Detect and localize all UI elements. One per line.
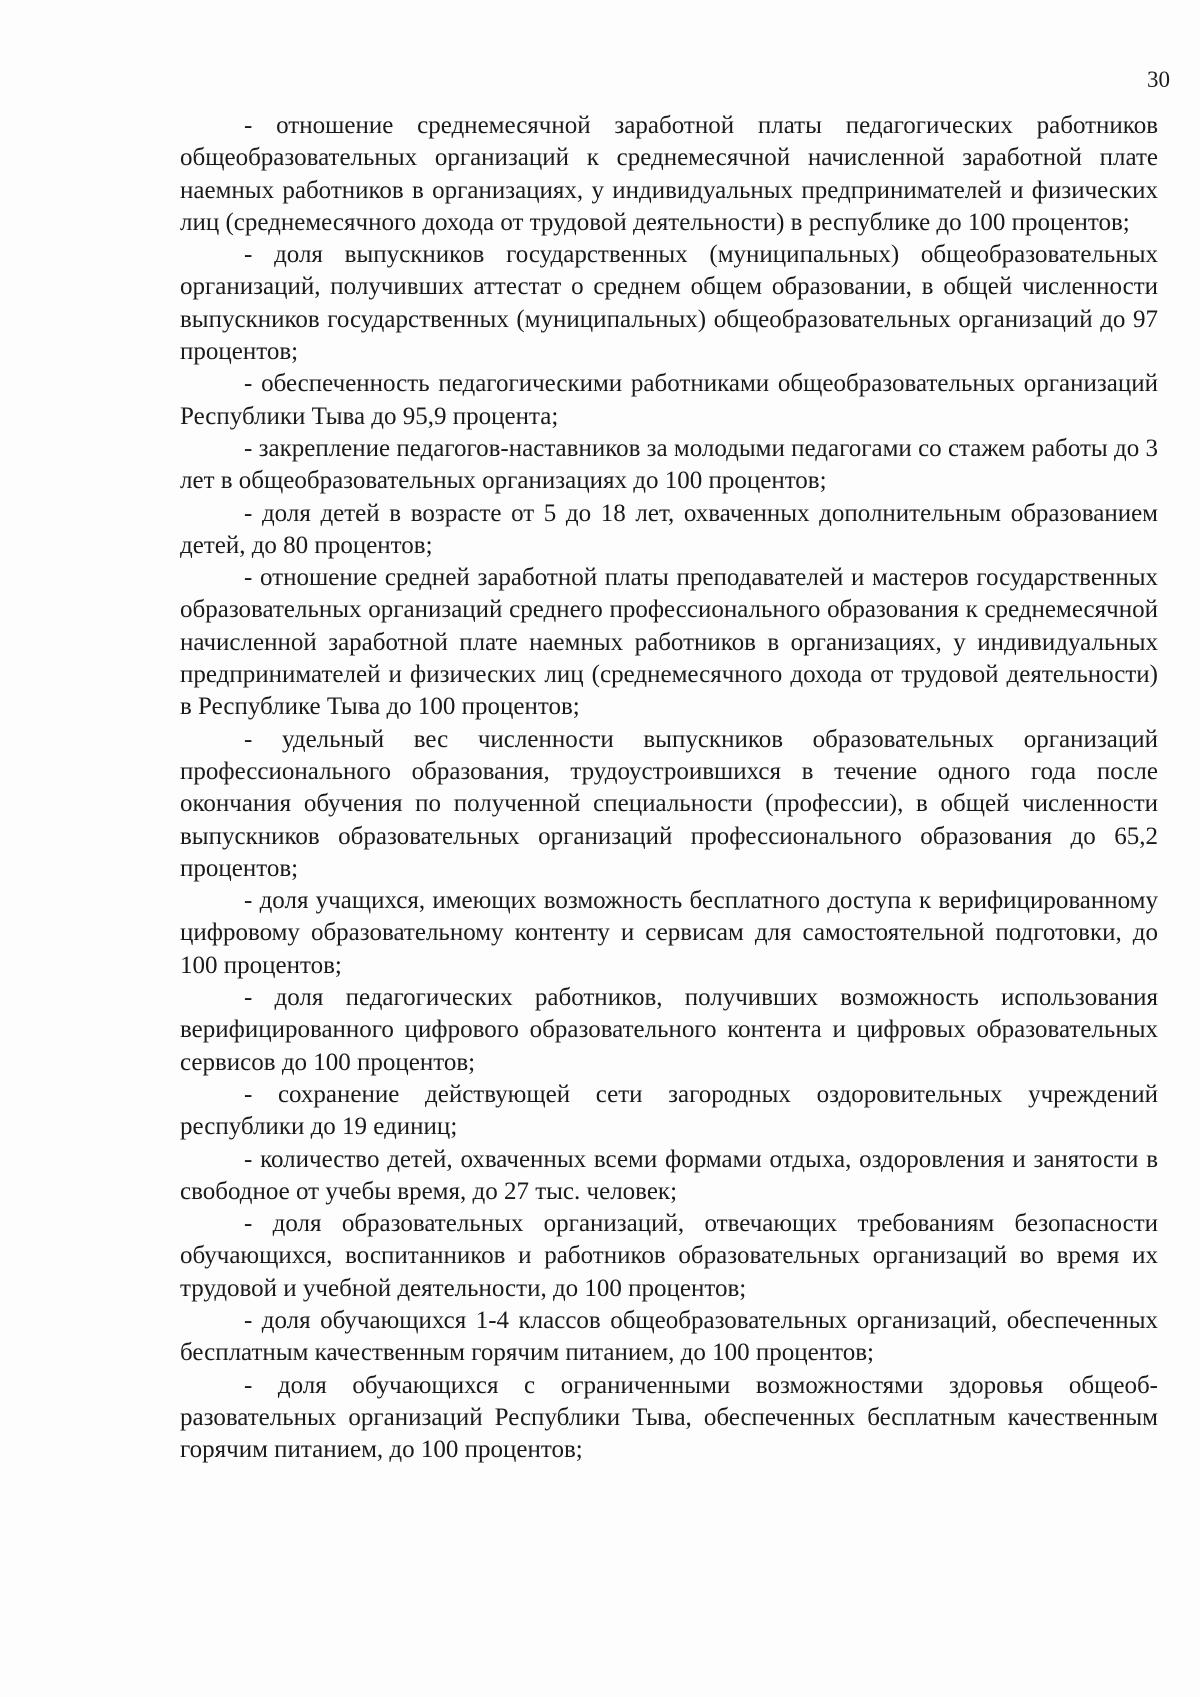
list-item: - отношение средней заработной платы преподавателей и мастеров государственных образовательных организаций среднего профессионального образования к среднемесячной начисленной заработной плате наемных работников в организациях, у индивидуальных предпринимателей и физических лиц (среднемесячного дохода от трудовой деятельности) в Республике Тыва до 100 процентов;	[180, 564, 1158, 721]
list-item: - отношение среднемесячной заработной платы педагогических работников общеобразовательных организаций к среднемесячной начисленной заработной плате наемных работников в организациях, у индивидуальных предпринимателей и физических лиц (среднемесячного дохода от трудовой деятельности) в республике до 100 процентов;	[180, 112, 1158, 236]
list-item: - доля выпускников государственных (муниципальных) общеобразовательных организаций, получивших аттестат о среднем общем образовании, в общей численности выпускников государственных (муниципальных) общеобразовательных организаций до 97 процентов;	[180, 241, 1158, 366]
list-item: - сохранение действующей сети загородных оздоровительных учреждений республики до 19 единиц;	[180, 1080, 1158, 1141]
page-number: 30	[1147, 67, 1170, 92]
list-item: - доля учащихся, имеющих возможность бесплатного доступа к верифицированному цифровому образовательному контенту и сервисам для самостоятельной подготовки, до 100 процентов;	[180, 887, 1158, 979]
list-item: - количество детей, охваченных всеми формами отдыха, оздоровления и занятости в свободное от учебы время, до 27 тыс. человек;	[180, 1145, 1158, 1205]
list-item: - доля обучающихся 1-4 классов общеобразовательных организаций, обеспеченных бесплатным качественным горячим питанием, до 100 процентов;	[180, 1306, 1158, 1367]
list-item: - обеспеченность педагогическими работниками общеобразовательных организаций Республики Тыва до 95,9 процента;	[180, 370, 1158, 430]
list-item: - доля детей в возрасте от 5 до 18 лет, охваченных дополнительным образованием детей, до 80 процентов;	[180, 499, 1158, 559]
list-item: - доля обучающихся с ограниченными возможностями здоровья общеобразовательных организаций Республики Тыва, обеспеченных бесплатным качественным горячим питанием, до 100 процентов;	[180, 1371, 1158, 1464]
list-item: - закрепление педагогов-наставников за молодыми педагогами со стажем работы до 3 лет в общеобразовательных организациях до 100 процентов;	[180, 434, 1158, 495]
list-item: - доля педагогических работников, получивших возможность использования верифицированного цифрового образовательного контента и цифровых образовательных сервисов до 100 процентов;	[180, 984, 1158, 1076]
list-item: - удельный вес численности выпускников образовательных организаций профессионального образования, трудоустроившихся в течение одного года после окончания обучения по полученной специальности (профессии), в общей численности выпускников образовательных организаций профессионального образования до 65,2 процентов;	[180, 725, 1158, 882]
list-item: - доля образовательных организаций, отвечающих требованиям безопасности обучающихся, воспитанников и работников образовательных организаций во время их трудовой и учебной деятельности, до 100 процентов;	[180, 1210, 1158, 1302]
indicator-list	[180, 110, 1158, 1466]
